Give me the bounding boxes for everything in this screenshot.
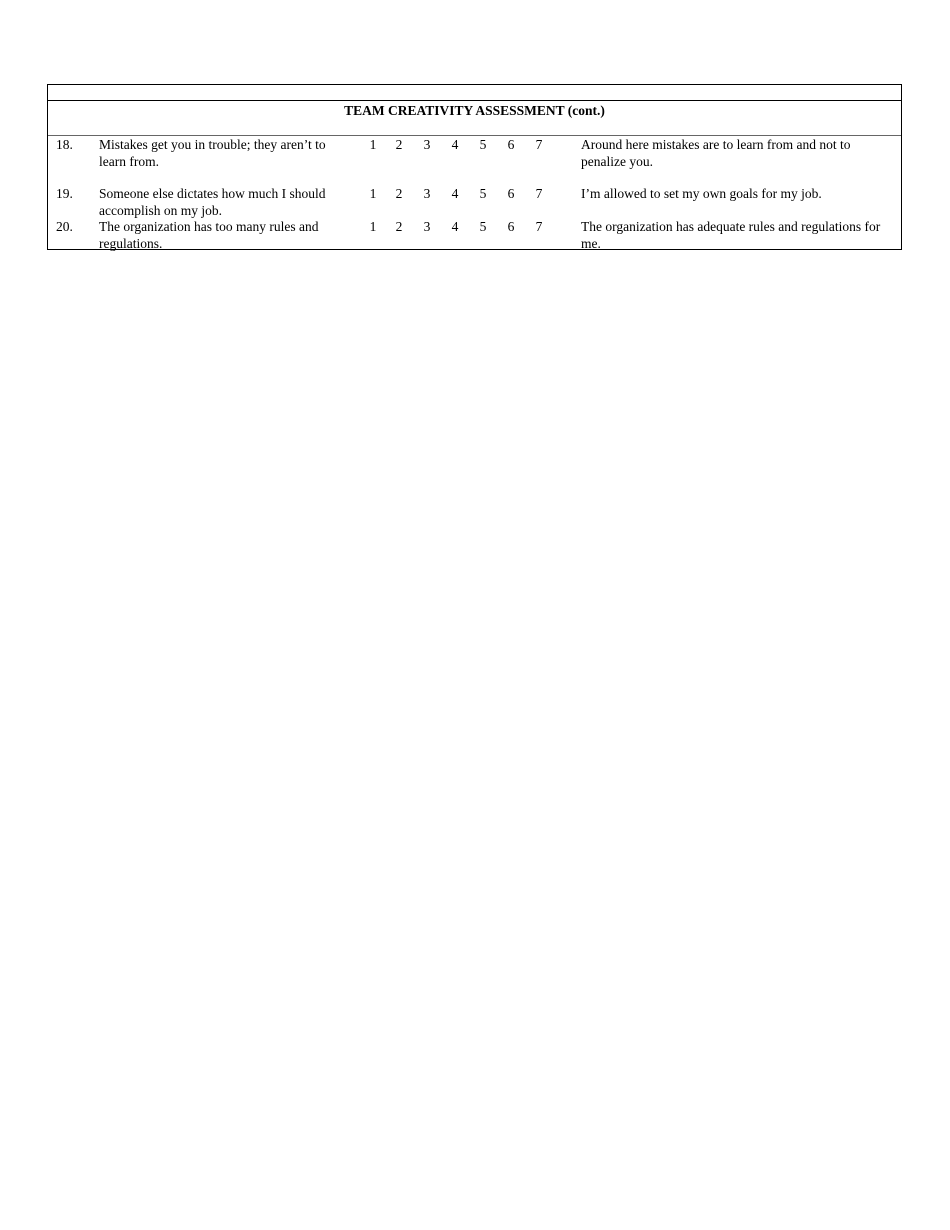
item-number: 19. bbox=[56, 186, 73, 201]
scale-option-5[interactable]: 5 bbox=[479, 137, 487, 152]
scale-option-2[interactable]: 2 bbox=[395, 219, 403, 234]
scale-option-6[interactable]: 6 bbox=[507, 219, 515, 234]
scale-option-5[interactable]: 5 bbox=[479, 186, 487, 201]
right-statement: The organization has adequate rules and regulations for me. bbox=[581, 219, 881, 251]
scale-option-1[interactable]: 1 bbox=[369, 186, 377, 201]
scale-option-4[interactable]: 4 bbox=[451, 219, 459, 234]
left-statement: Mistakes get you in trouble; they aren’t to learn from. bbox=[99, 137, 326, 169]
scale-option-1[interactable]: 1 bbox=[369, 219, 377, 234]
scale-option-2[interactable]: 2 bbox=[395, 186, 403, 201]
page-title: TEAM CREATIVITY ASSESSMENT (cont.) bbox=[344, 103, 605, 118]
left-statement: Someone else dictates how much I should accomplish on my job. bbox=[99, 186, 326, 218]
scale-option-6[interactable]: 6 bbox=[507, 186, 515, 201]
header-strip bbox=[48, 85, 901, 101]
scale-option-3[interactable]: 3 bbox=[423, 219, 431, 234]
scale-option-5[interactable]: 5 bbox=[479, 219, 487, 234]
item-number: 18. bbox=[56, 137, 73, 152]
right-statement: I’m allowed to set my own goals for my job. bbox=[581, 186, 822, 201]
left-statement: The organization has too many rules and regulations. bbox=[99, 219, 319, 251]
scale-option-6[interactable]: 6 bbox=[507, 137, 515, 152]
scale-option-7[interactable]: 7 bbox=[535, 137, 543, 152]
title-divider bbox=[48, 135, 901, 136]
assessment-table bbox=[47, 84, 902, 250]
item-number: 20. bbox=[56, 219, 73, 234]
scale-option-2[interactable]: 2 bbox=[395, 137, 403, 152]
scale-option-7[interactable]: 7 bbox=[535, 219, 543, 234]
scale-option-3[interactable]: 3 bbox=[423, 137, 431, 152]
scale-option-1[interactable]: 1 bbox=[369, 137, 377, 152]
scale-option-3[interactable]: 3 bbox=[423, 186, 431, 201]
scale-option-4[interactable]: 4 bbox=[451, 137, 459, 152]
scale-option-4[interactable]: 4 bbox=[451, 186, 459, 201]
right-statement: Around here mistakes are to learn from and not to penalize you. bbox=[581, 137, 851, 169]
scale-option-7[interactable]: 7 bbox=[535, 186, 543, 201]
